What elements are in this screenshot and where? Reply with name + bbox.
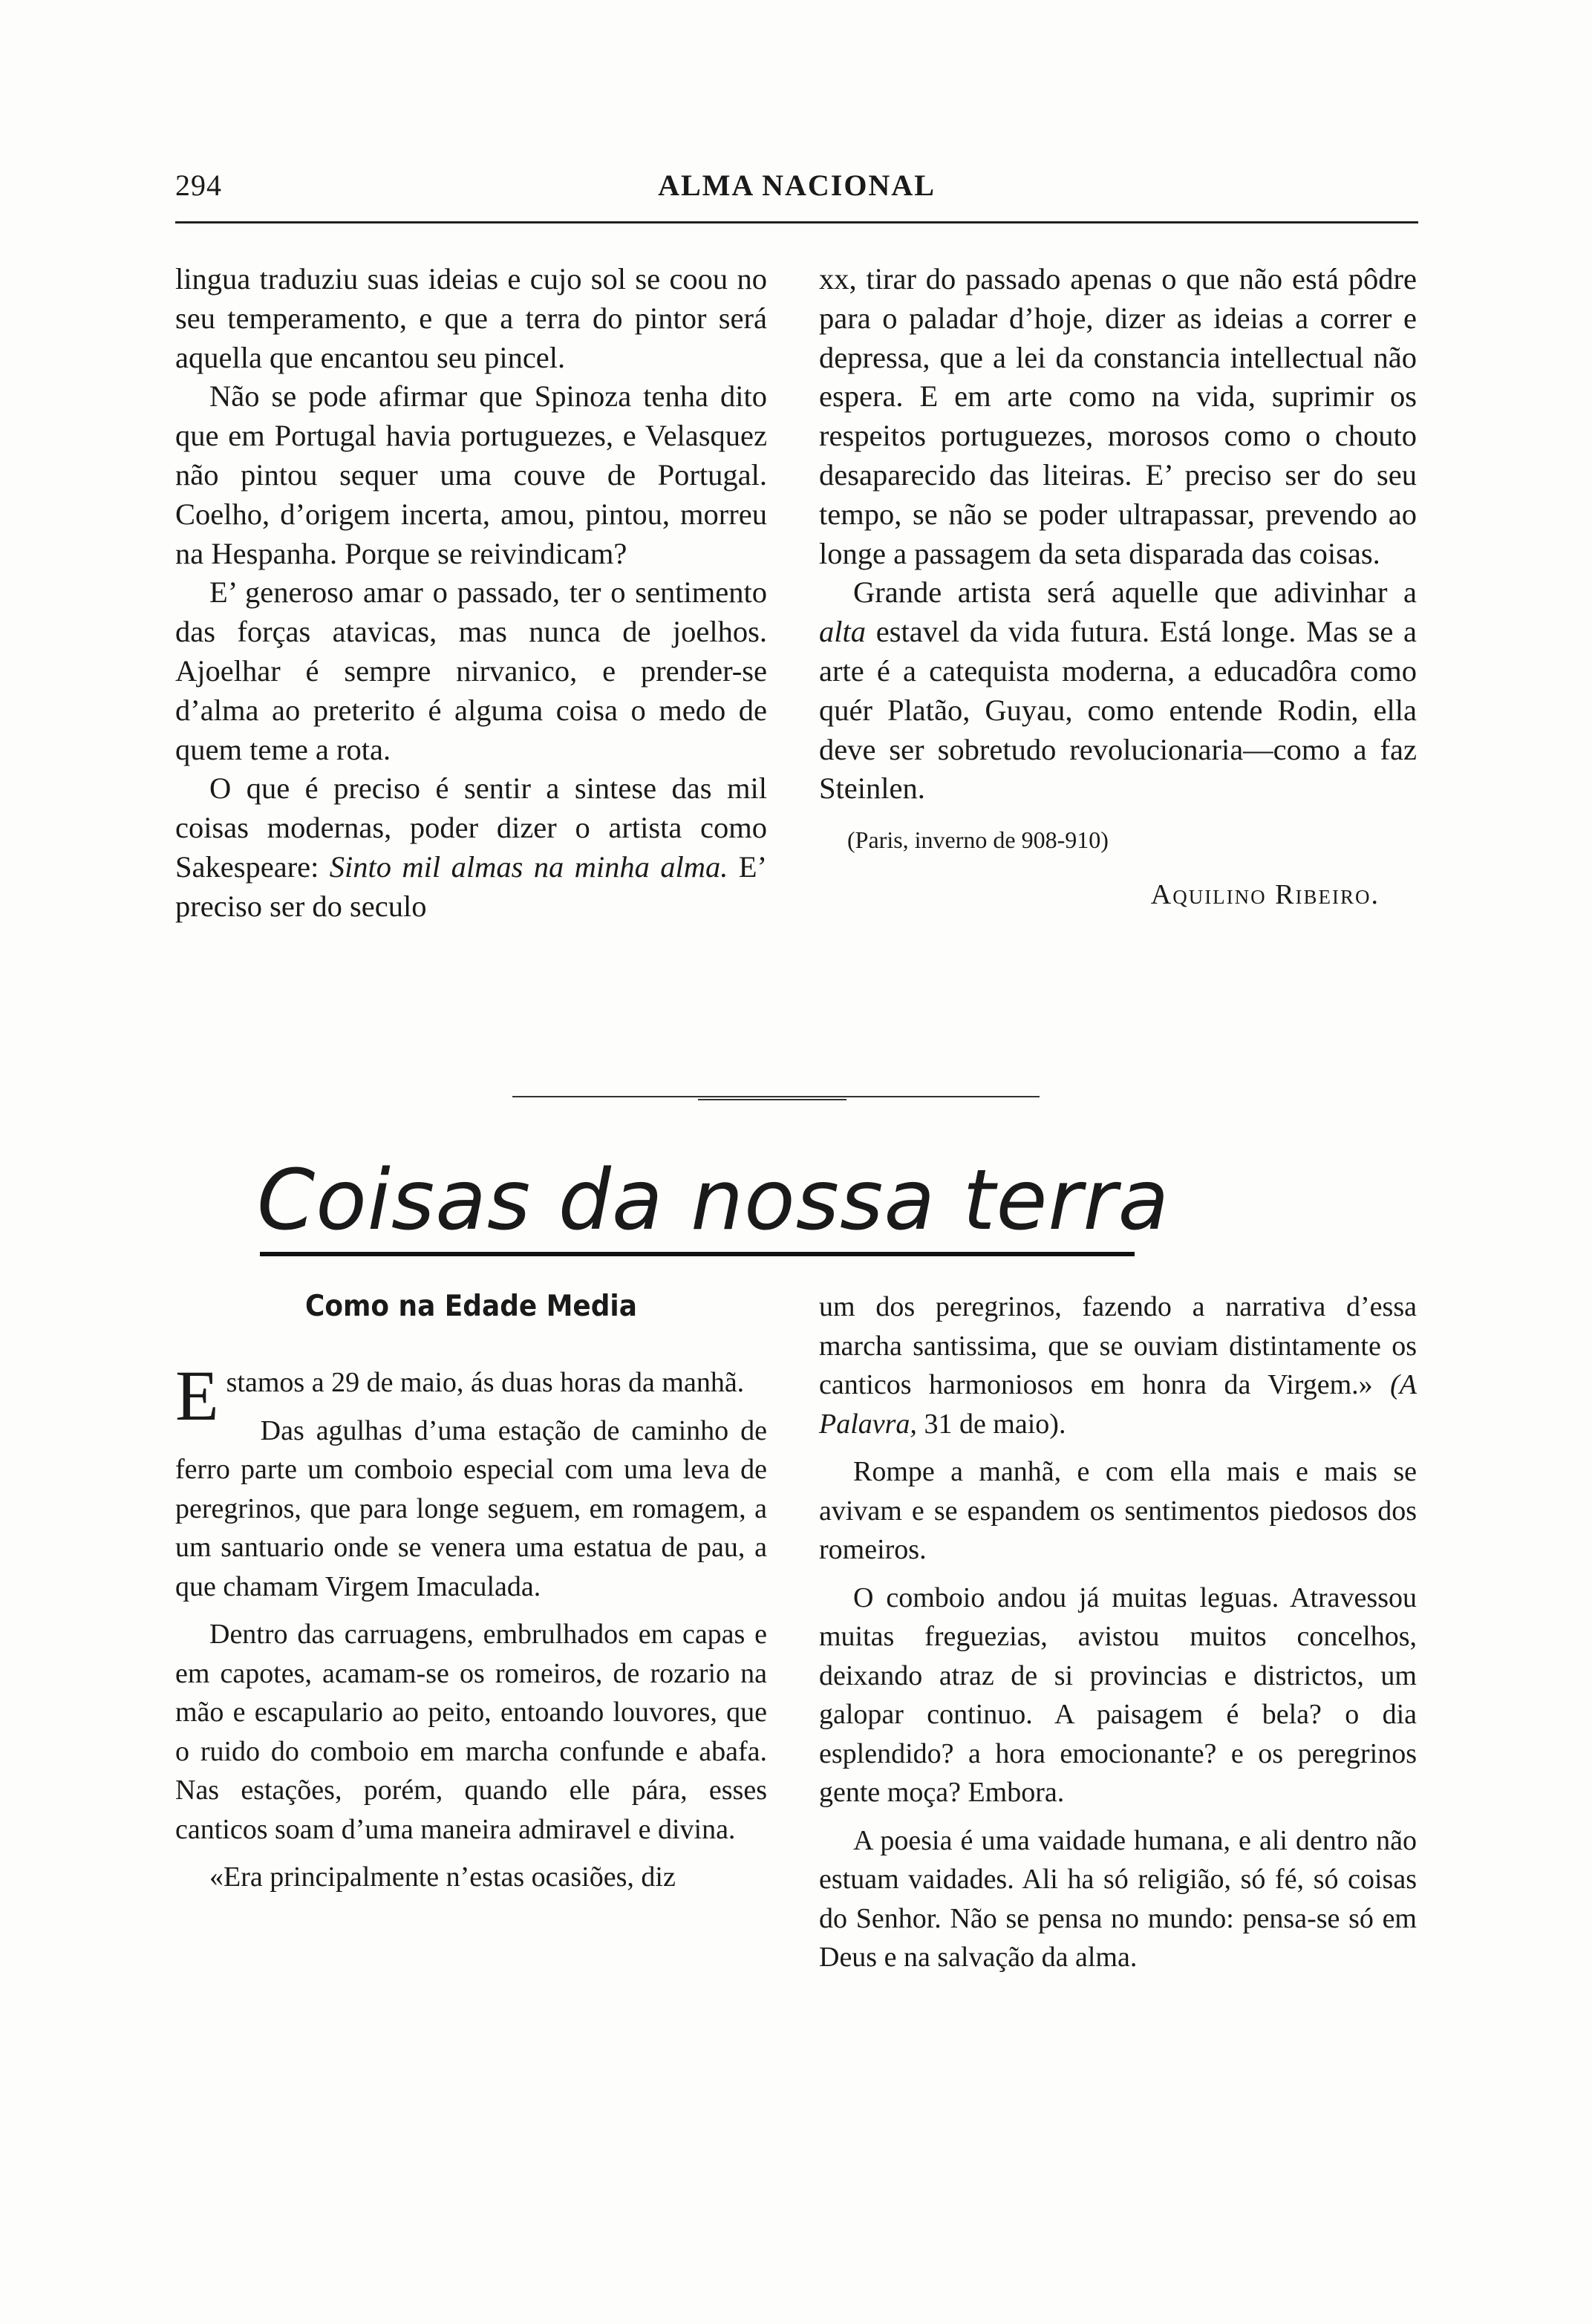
paragraph: Rompe a manhã, e com ella mais e mais se avivam e se espandem os sentimentos piedosos dos romeiros. [819, 1456, 1417, 1565]
paragraph: Dentro das carruagens, embrulhados em capas e em capotes, acamam-se os romeiros, de rozario na mão e escapulario ao peito, entoando louvores, que o ruido do comboio em marcha confunde e abafa. Nas estações, porém, quando elle pára, esses canticos soam d’uma maneira admiravel e divina. [175, 1619, 767, 1845]
article1-right-column [819, 260, 1417, 915]
paragraph-text: O que é preciso é sentir a sintese das mil coisas modernas, poder dizer o artista como Sakespeare: [175, 771, 767, 884]
paragraph: Das agulhas d’uma estação de caminho de ferro parte um comboio especial com uma leva de peregrinos, que para longe seguem, em romagem, a um santuario onde se venera uma estatua de pau, a que chamam Virgem Imaculada. [175, 1414, 767, 1602]
paragraph-text: Grande artista será aquelle que adivinhar a [853, 575, 1417, 610]
italic-word: alta [819, 615, 867, 649]
paragraph-text: 31 de maio). [924, 1408, 1066, 1440]
header-rule [175, 221, 1418, 223]
page-number: 294 [175, 169, 222, 202]
paragraph [175, 1356, 767, 1435]
article-heading: Como na Edade Media [305, 1290, 637, 1323]
separator-line [698, 1099, 846, 1100]
separator-line [512, 1096, 1040, 1097]
running-header [175, 168, 1418, 220]
paragraph-text: E’ preciso ser do seculo [175, 849, 767, 923]
paragraph: A poesia é uma vaidade humana, e ali dentro não estuam vaidades. Ali ha só religião, só fé, só coisas do Senhor. Não se pensa no mundo: pensa-se só em Deus e na salvação da alma. [819, 1824, 1417, 1973]
paragraph: lingua traduziu suas ideias e cujo sol se coou no seu temperamento, e que a terra do pintor será aquella que encantou seu pincel. [175, 262, 767, 374]
section-separator [512, 1096, 1040, 1100]
article2-left-column [175, 1356, 767, 1897]
section-title: Coisas da nossa terra [257, 1152, 1170, 1249]
italic-quote: Sinto mil almas na minha alma. [329, 849, 728, 884]
author-signature: Aquilino Ribeiro. [1150, 879, 1380, 911]
paragraph: Não se pode afirmar que Spinoza tenha dito que em Portugal havia portuguezes, e Velasquez não pintou sequer uma couve de Portugal. Coelho, d’origem incerta, amou, pintou, morreu na Hespanha. Porque se reivindicam? [175, 379, 767, 570]
paragraph [819, 573, 1417, 809]
paragraph [175, 769, 767, 926]
paragraph-text: stamos a 29 de maio, ás duas horas da manhã. [226, 1367, 745, 1398]
paragraph: «Era principalmente n’estas ocasiões, diz [209, 1861, 676, 1893]
italic-source: (A Palavra, [819, 1369, 1418, 1440]
paragraph: O comboio andou já muitas leguas. Atravessou muitas freguezias, avistou muitos concelhos, deixando atraz de si provincias e districtos, um galopar continuo. A paisagem é bela? o dia esplendido? a hora emocionante? e os peregrinos gente moça? Embora. [819, 1582, 1417, 1808]
paragraph-text: estavel da vida futura. Está longe. Mas se a arte é a catequista moderna, a educadôra como quér Platão, Guyau, como entende Rodin, ella deve ser sobretudo revolucionaria—como a faz Steinlen. [819, 615, 1417, 806]
article2-right-column [819, 1287, 1417, 1977]
drop-cap: E [175, 1356, 219, 1435]
journal-title: ALMA NACIONAL [658, 169, 936, 202]
paragraph-text: um dos peregrinos, fazendo a narrativa d’essa marcha santissima, que se ouviam distintamente os canticos harmoniosos em honra da Virgem.» [819, 1291, 1417, 1400]
paragraph [819, 1287, 1417, 1443]
article1-left-column [175, 260, 767, 927]
paragraph: xx, tirar do passado apenas o que não está pôdre para o paladar d’hoje, dizer as ideias a correr e depressa, que a lei da constancia intellectual não espera. E em arte como na vida, suprimir os respeitos portuguezes, morosos como o chouto desaparecido das liteiras. E’ preciso ser do seu tempo, se não se poder ultrapassar, prevendo ao longe a passagem da seta disparada das coisas. [819, 262, 1417, 570]
place-date: (Paris, inverno de 908-910) [847, 826, 1109, 854]
paragraph: E’ generoso amar o passado, ter o sentimento das forças atavicas, mas nunca de joelhos. Ajoelhar é sempre nirvanico, e prender-se d’alma ao preterito é alguma coisa o medo de quem teme a rota. [175, 575, 767, 766]
title-underline [260, 1252, 1135, 1256]
